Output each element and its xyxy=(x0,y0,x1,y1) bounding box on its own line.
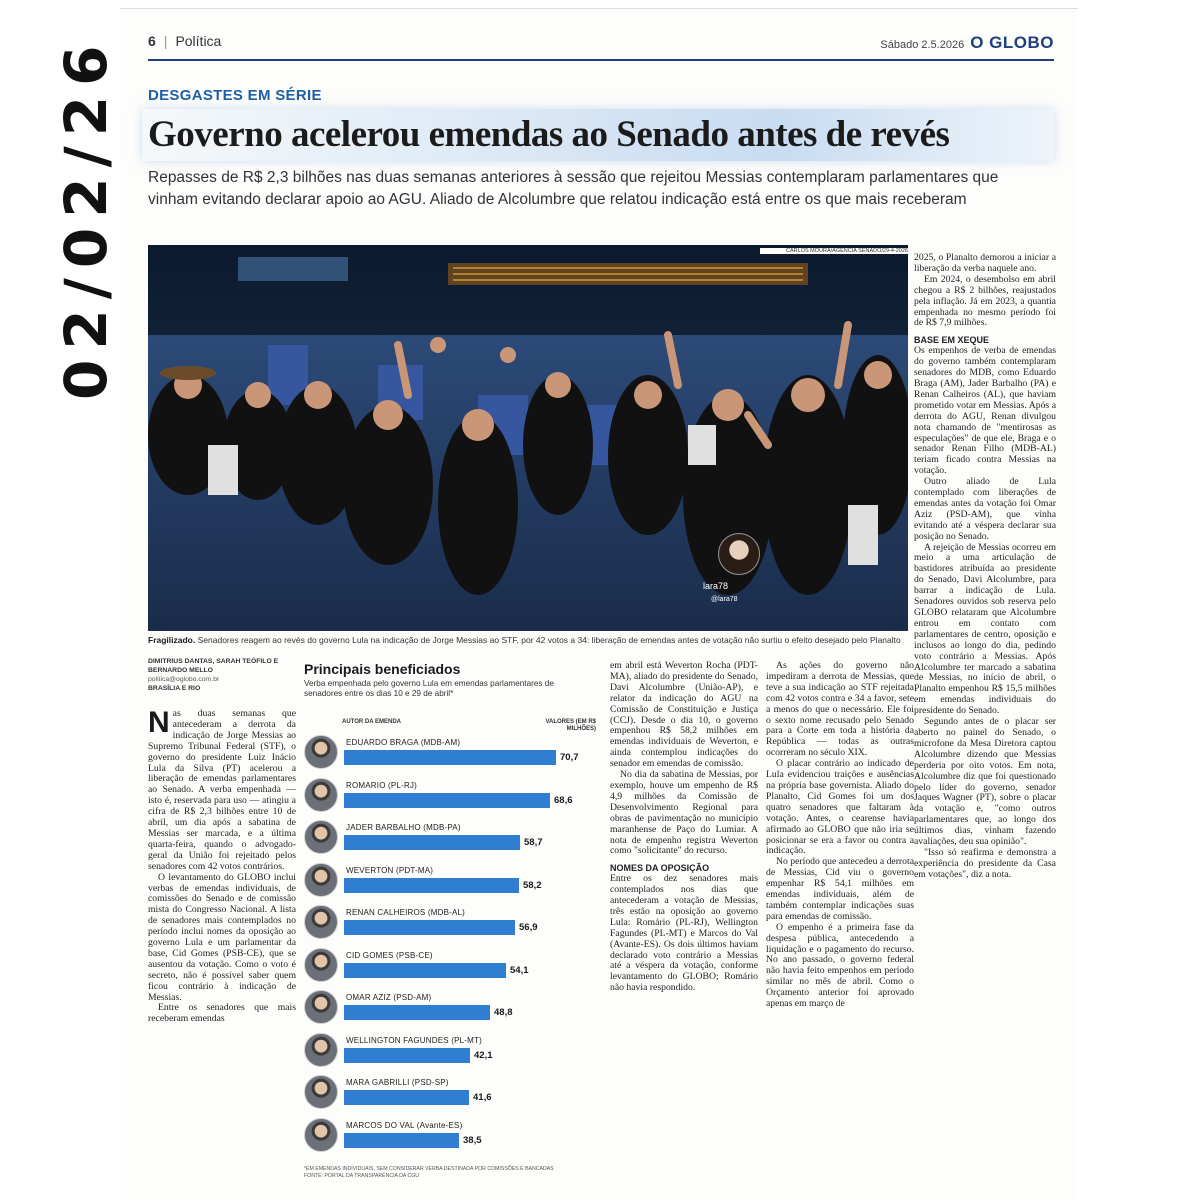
bar-label: EDUARDO BRAGA (MDB-AM) xyxy=(346,738,461,747)
bar-value-label: 38,5 xyxy=(463,1134,482,1146)
header-right xyxy=(880,33,1054,53)
bar-value-label: 58,7 xyxy=(524,837,543,848)
issue-date: Sábado 2.5.2026 xyxy=(880,39,965,51)
headline: Governo acelerou emendas ao Senado antes de revés xyxy=(148,114,950,155)
publication-logo: O GLOBO xyxy=(970,33,1054,52)
chart-footnote xyxy=(304,1166,602,1180)
photo-caption xyxy=(148,635,908,645)
chart-row xyxy=(304,1033,602,1073)
article-column-1 xyxy=(148,709,296,1191)
col5-paragraph: Em 2024, o desembolso em abril chegou a R$ 2 bilhões, reajustados pela inflação. Já em 2023, a quantia empenhada no mesmo período foi de R$ 7,9 milhões. xyxy=(914,273,1056,329)
bar-label: WELLINGTON FAGUNDES (PL-MT) xyxy=(346,1035,482,1045)
bar xyxy=(344,920,515,935)
bar-label: RENAN CALHEIROS (MDB-AL) xyxy=(346,908,466,917)
bar-value-label: 70,7 xyxy=(560,752,579,763)
subheading: BASE EM XEQUE xyxy=(914,335,990,346)
bar-value-label: 41,6 xyxy=(473,1092,492,1103)
senator-photo xyxy=(304,1118,338,1152)
senator-photo xyxy=(304,990,338,1024)
col5-paragraph: Os empenhos de verba de emendas do governo também contemplaram senadores do MDB, como Eduardo Braga (AM), Jader Barbalho (PA) e Renan Calheiros (AL), que haviam prometido votar em Messias. Após a derrota do AGU, Renan divulgou nota chamando de "mentirosas as especulações" de que ele, Braga e o senador Renan Filho (MDB-AL) teriam ficado contra Messias na votação. xyxy=(914,345,1056,477)
chart-row xyxy=(304,778,602,818)
chart-row xyxy=(304,948,602,988)
chart-subtitle: Verba empenhada pelo governo Lula em emendas parlamentares de senadores entre os dias 10 e 29 de abril* xyxy=(304,679,554,698)
senator-photo xyxy=(304,820,338,854)
senator-photo xyxy=(304,735,338,769)
bar-label: JADER BARBALHO (MDB-PA) xyxy=(346,823,461,832)
page-number: 6 xyxy=(148,33,156,49)
bar xyxy=(344,835,520,850)
col4-paragraph: No período que antecedeu a derrota de Messias, Cid viu o governo empenhar R$ 54,1 milhões em emendas individuais, além de também contemplar indicações suas para emendas de comissão. xyxy=(766,856,914,922)
article-column-5 xyxy=(914,253,1056,1193)
col4-paragraph: O placar contrário ao indicado de Lula evidenciou traições e ausências na própria base governista. Aliado do Planalto, Cid Gomes foi um dos quatro senadores que faltaram à votação. Antes, o cearense havia afirmado ao GLOBO que não iria se posicionar se era a favor ou contra a indicação. xyxy=(766,758,914,857)
headline-highlight xyxy=(142,109,1054,161)
bar xyxy=(344,1090,469,1105)
chart-footnote-text: *EM EMENDAS INDIVIDUAIS, SEM CONSIDERAR VERBA DESTINADA POR COMISSÕES E BANCADAS xyxy=(304,1166,554,1172)
bar-value-label: 48,8 xyxy=(494,1007,513,1018)
chart-row xyxy=(304,1075,602,1115)
bar xyxy=(344,963,506,978)
col1-paragraph: Entre os senadores que mais receberam emendas xyxy=(148,1002,296,1025)
newspaper-page xyxy=(120,8,1078,1200)
col5-paragraph: Outro aliado de Lula contemplado com liberações de emendas antes da votação foi Omar Aziz (PSD-AM), que vinha evitando até a véspera declarar sua posição no Senado. xyxy=(914,476,1056,542)
chart-source: FONTE: PORTAL DA TRANSPARÊNCIA DA CGU xyxy=(304,1173,420,1179)
col5-paragraph: "Isso só reafirma e demonstra a experiência do presidente da Casa em votações", diz a nota. xyxy=(914,846,1056,880)
senator-photo xyxy=(304,1075,338,1109)
byline-authors: DIMITRIUS DANTAS, SARAH TEÓFILO E BERNARDO MELLO xyxy=(148,658,279,674)
byline xyxy=(148,657,288,693)
byline-email: politica@oglobo.com.br xyxy=(148,676,220,683)
beneficiaries-chart xyxy=(304,661,602,1193)
section-name: Política xyxy=(175,33,222,49)
subheading: NOMES DA OPOSIÇÃO xyxy=(610,863,710,874)
kicker: DESGASTES EM SÉRIE xyxy=(148,87,322,104)
bar-value-label: 54,1 xyxy=(510,964,529,976)
watermark-avatar xyxy=(718,533,760,575)
col1-paragraph: O levantamento do GLOBO inclui verbas de emendas individuais, de comissões do Senado e de comissão mista do Congresso Nacional. A lista de senadores mais contemplados no período inclui nomes da oposição ao governo Lula e um parlamentar da base, Cid Gomes (PSB-CE), que se ausentou da votação. Como o voto é secreto, não é possível saber quem ficou contrário à indicação de Messias. xyxy=(148,871,296,1003)
bar xyxy=(344,750,556,765)
watermark-logo: lara78 xyxy=(703,581,729,591)
caption-label: Fragilizado. xyxy=(148,635,196,645)
bar-label: CID GOMES (PSB-CE) xyxy=(346,950,433,960)
caption-text: Senadores reagem ao revés do governo Lula na indicação de Jorge Messias ao STF, por 42 votos a 34: liberação de emendas antes de votação não surtiu o efeito desejado pelo Planalto xyxy=(197,635,901,645)
senator-photo xyxy=(304,1033,338,1067)
col5-paragraph: Segundo antes de o placar ser aberto no painel do Senado, o microfone da Mesa Diretora captou Alcolumbre dizendo que Messias perderia por oito votos. Em nota, Alcolumbre diz que foi questionado pelo líder do governo, senador Jaques Wagner (PT), sobre o placar da votação e, "como outros parlamentares que, ao longo dos últimos dias, vinham fazendo avaliações, deu sua opinião". xyxy=(914,716,1056,848)
col4-paragraph: As ações do governo não impediram a derrota de Messias, que teve a sua indicação ao STF rejeitada com 42 votos contra e 34 a favor, sete a menos do que o necessário. Ele foi o sexto nome recusado pelo Senado para a Corte em toda a história da República — todas as outras ocorreram no século XIX. xyxy=(766,661,914,759)
bar xyxy=(344,1005,490,1020)
bar-value-label: 68,6 xyxy=(554,794,573,806)
chart-title: Principais beneficiados xyxy=(304,661,461,677)
byline-location: BRASÍLIA E RIO xyxy=(148,685,201,692)
bar-value-label: 58,2 xyxy=(523,879,542,891)
bar-label: OMAR AZIZ (PSD-AM) xyxy=(346,993,432,1002)
chart-value-header: VALORES (EM R$ MILHÕES) xyxy=(545,719,596,732)
chart-row xyxy=(304,905,602,945)
col3-paragraph: em abril está Weverton Rocha (PDT-MA), aliado do presidente do Senado, Davi Alcolumbre (União-AP), e relator da indicação do AGU na Comissão de Constituição e Justiça (CCJ). Desde o dia 10, o governo empenhou R$ 58,2 milhões em emendas individuais de Weverton, e ainda contemplou indicações do senador em emendas de comissão. xyxy=(610,661,758,770)
watermark-handle: @lara78 xyxy=(711,596,738,603)
bar-value-label: 56,9 xyxy=(519,922,538,933)
bar xyxy=(344,1048,470,1063)
senator-photo xyxy=(304,863,338,897)
bar xyxy=(344,1133,459,1148)
col5-paragraph: A rejeição de Messias ocorreu em meio a uma articulação de bastidores atribuída ao presidente do Senado, Davi Alcolumbre, para barrar a indicação de Lula. Senadores ouvidos sob reserva pelo GLOBO relataram que Alcolumbre entrou em contato com parlamentares de centro, oposição e inclusos ao longo do dia, pedindo voto contrário a Messias. Após Alcolumbre ter marcado a sabatina de Messias, no início de abril, o Planalto empenhou R$ 15,5 milhões em emendas individuais do presidente do Senado. xyxy=(914,541,1056,717)
col3-paragraph: Entre os dez senadores mais contemplados nos dias que antecederam a votação de Messias, três estão na oposição ao governo Lula: Romário (PL-RJ), Wellington Fagundes (PL-MT) e Marcos do Val (Avante-ES). Os dois últimos haviam declarado voto contrário a Messias até a véspera da votação, conforme levantamento do GLOBO; Romário não havia respondido. xyxy=(610,873,758,994)
bar-label: MARA GABRILLI (PSD-SP) xyxy=(346,1078,449,1087)
header-rule xyxy=(148,59,1054,61)
bar-label: ROMARIO (PL-RJ) xyxy=(346,780,417,790)
article-column-3 xyxy=(610,661,758,1189)
col3-paragraph: No dia da sabatina de Messias, por exemplo, houve um empenho de R$ 4,9 milhões da Comissão de Desenvolvimento Regional para obras de pavimentação no município maranhense de Paço do Lumiar. A nota de empenho registra Weverton como "solicitante" do recurso. xyxy=(610,769,758,857)
header-separator: | xyxy=(163,33,168,49)
deck: Repasses de R$ 2,3 bilhões nas duas semanas anteriores à sessão que rejeitou Messias contemplaram parlamentares que vinham evitando declarar apoio ao AGU. Aliado de Alcolumbre que relatou indicação está entre os que mais receberam xyxy=(148,169,999,208)
article-column-4 xyxy=(766,661,914,1189)
news-photo xyxy=(148,245,908,631)
bar-label: MARCOS DO VAL (Avante-ES) xyxy=(346,1120,463,1130)
photo-credit: CARLOS MOURA/AGÊNCIA SENADO/29-4-2026 xyxy=(760,248,908,254)
handwritten-date: 02/02/26 xyxy=(52,35,120,400)
col1-paragraph: as duas semanas que antecederam a derrota da indicação de Jorge Messias ao Supremo Tribunal Federal (STF), o governo do presidente Luiz Inácio Lula da Silva (PT) acelerou a liberação de emendas parlamentares ao Senado. A verba empenhada — isto é, reservada para uso — atingiu a cifra de R$ 2,3 bilhões entre 10 de abril, um dia após a sabatina de Messias ser marcada, e a última quarta-feira, quando o advogado-geral da União foi rejeitado pelos senadores com 42 votos contrários. xyxy=(148,709,296,872)
senate-crowd-photo xyxy=(148,245,908,631)
chart-row xyxy=(304,990,602,1030)
chart-category-header: AUTOR DA EMENDA xyxy=(342,719,402,725)
senator-photo xyxy=(304,948,338,982)
chart-row xyxy=(304,820,602,860)
chart-row xyxy=(304,735,602,775)
chart-row xyxy=(304,1118,602,1158)
bar xyxy=(344,793,550,808)
chart-row xyxy=(304,863,602,903)
bar xyxy=(344,878,519,893)
col4-paragraph: O empenho é a primeira fase da despesa pública, antecedendo a liquidação e o pagamento do recurso. No ano passado, o governo federal não havia feito empenhos em período similar no mês de abril. Como o Orçamento anterior foi aprovado apenas em março de xyxy=(766,921,914,1010)
drop-cap: N xyxy=(148,709,170,739)
bar-label: WEVERTON (PDT-MA) xyxy=(346,865,434,875)
running-header xyxy=(148,33,1054,53)
senator-photo xyxy=(304,905,338,939)
bar-value-label: 42,1 xyxy=(474,1049,493,1061)
col5-paragraph: 2025, o Planalto demorou a iniciar a liberação da verba naquele ano. xyxy=(914,253,1056,274)
senator-photo xyxy=(304,778,338,812)
